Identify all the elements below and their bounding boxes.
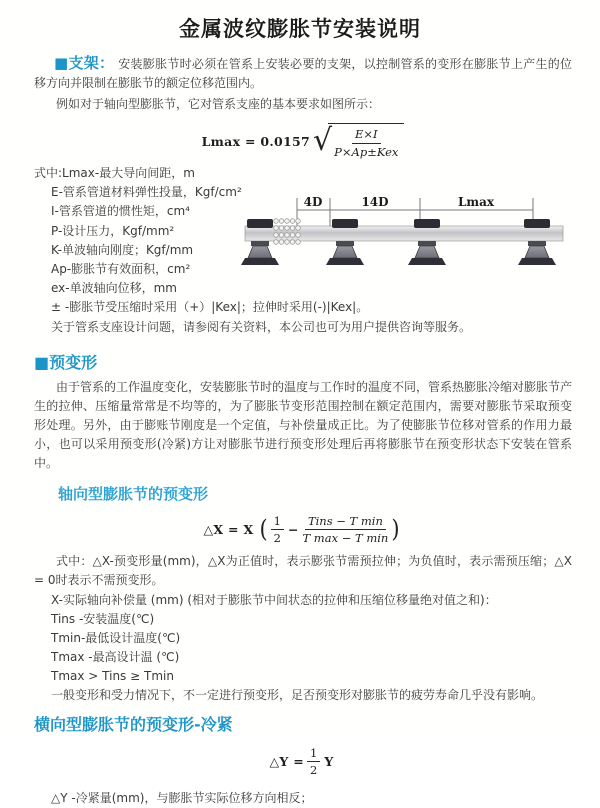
axial-definitions xyxy=(34,591,572,705)
half-denominator: 2 xyxy=(310,763,318,778)
axial-explain-text: 式中：△X-预变形量(mm)，△X为正值时，表示膨张节需预拉伸；为负值时，表示需预压缩；△X = 0时表示不需预变形。 xyxy=(34,553,572,587)
axial-predeform-formula xyxy=(34,513,572,547)
open-paren: ( xyxy=(259,515,268,544)
support-example-text: 例如对于轴向型膨胀节，它对管系支座的基本要求如图所示： xyxy=(56,97,381,111)
guide-spacing-formula xyxy=(34,123,572,159)
dim-label-4d: 4D xyxy=(303,195,323,209)
support-intro-paragraph xyxy=(34,54,572,93)
definitions-block xyxy=(34,164,572,337)
definition-item: 一般变形和受力情况下，不一定进行预变形，足否预变形对膨胀节的疲劳寿命几乎没有影响。 xyxy=(51,687,544,702)
lateral-subheading: 横向型膨胀节的预变形-冷紧 xyxy=(34,714,233,734)
formula-lhs: △X = X xyxy=(203,522,254,538)
page-title: 金属波纹膨胀节安装说明 xyxy=(179,17,421,41)
support-intro-text: 安装膨胀节时必须在管系上安装必要的支架，以控制管系的变形在膨胀节上产生的位移方向并限制在膨胀节的额定位移范围内。 xyxy=(34,57,572,90)
predeform-section-heading: ■预变形 xyxy=(34,352,98,372)
close-paren: ) xyxy=(391,515,400,544)
minus-operator: − xyxy=(288,522,299,538)
dim-label-lmax: Lmax xyxy=(457,195,495,209)
half-denominator: 2 xyxy=(273,531,281,546)
half-numerator: 1 xyxy=(307,746,320,762)
formula-numerator: E×I xyxy=(352,127,381,143)
sqrt-body xyxy=(328,123,404,159)
predeform-body-text: 由于管系的工作温度变化，安装膨胀节时的温度与工作时的温度不同，管系热膨胀冷缩对膨胀节产生的拉伸、压缩量常常是不均等的，为了膨胀节变形范围控制在额定范围内，需要对膨胀节采取预变形处理。另外，由于膨账节刚度是一个定值，与补偿量成正比。为了使膨胀节位移对管系的作用力最小，也可以采用预变形(冷紧)方让对膨胀节进行预变形处理后再将膨胀节在预变形状态下安装在管系中。 xyxy=(34,379,573,470)
definition-item: P-设计压力，Kgf/mm² xyxy=(51,223,175,238)
document-body xyxy=(0,54,600,808)
dim-label-14d: 14D xyxy=(361,195,389,209)
formula-lhs: △Y = xyxy=(269,754,304,770)
formula-denominator: P×Ap±Kex xyxy=(334,144,399,159)
definition-item: X-实际轴向补偿量 (mm) (相对于膨胀节中间状态的拉伸和压缩位移量绝对值之和)： xyxy=(51,592,497,607)
formula-rhs: Y xyxy=(324,754,334,770)
definition-item: ± -膨胀节受压缩时采用（+）|Kex|；拉伸时采用(-)|Kex|。 xyxy=(51,300,369,315)
definition-item: I-管系管道的惯性矩，cm⁴ xyxy=(51,204,190,219)
lateral-note-text: △Y -冷紧量(mm)，与膨胀节实际位移方向相反； xyxy=(51,790,313,805)
support-note: 关于管系支座设计问题，请参阅有关资料，本公司也可为用户提供咨询等服务。 xyxy=(51,319,472,334)
definition-item: Ap-膨胀节有效面积，cm² xyxy=(51,262,191,277)
axial-subheading: 轴向型膨胀节的预变形 xyxy=(58,484,209,503)
support-section-label: ■支架： xyxy=(54,54,115,72)
definition-item: Tmin-最低设计温度(℃) xyxy=(51,630,181,645)
definition-item: ex-单波轴向位移，mm xyxy=(51,281,177,296)
definition-item: K-单波轴向刚度；Kgf/mm xyxy=(51,242,194,257)
definition-item: Tmax > Tins ≥ Tmin xyxy=(51,668,174,683)
formula-lhs: Lmax = 0.0157 xyxy=(201,133,311,149)
lateral-coldpull-formula xyxy=(34,747,572,777)
definition-item: Tins -安装温度(℃) xyxy=(51,611,155,626)
definition-item: E-管系管道材料弹性投量，Kgf/cm² xyxy=(51,185,242,200)
pipe-support-diagram xyxy=(245,188,595,288)
sqrt-radical-icon: √ xyxy=(313,123,333,158)
definition-item: Tmax -最高设计温 (℃) xyxy=(51,649,180,664)
half-numerator: 1 xyxy=(271,514,284,530)
temp-numerator: Tins − T min xyxy=(305,514,386,530)
temp-denominator: T max − T min xyxy=(302,531,389,546)
definition-item: 式中:Lmax-最大导向间距，m xyxy=(34,166,195,180)
